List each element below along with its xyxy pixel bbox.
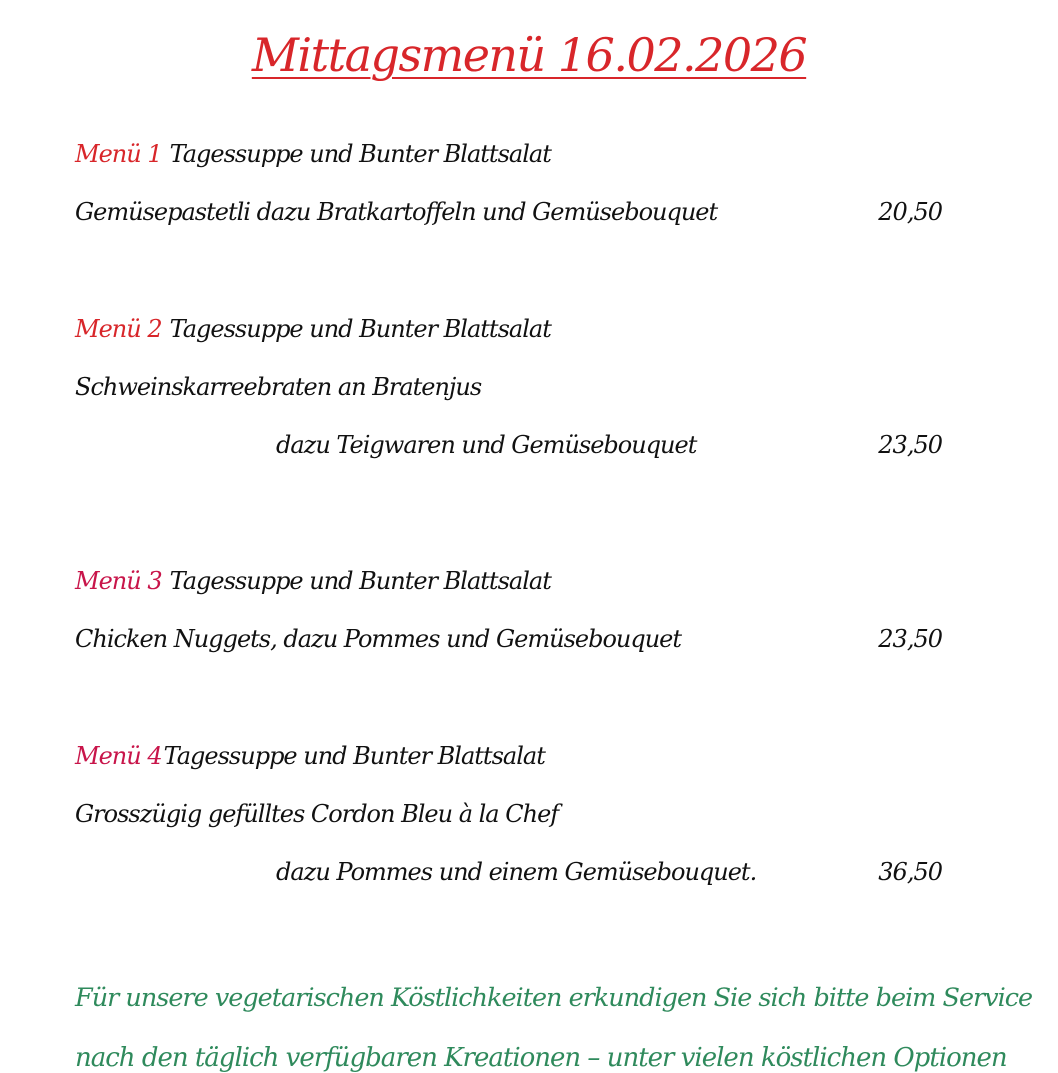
menu-4-main: Grosszügig gefülltes Cordon Bleu à la Chef xyxy=(75,800,559,828)
menu-2-main: Schweinskarreebraten an Bratenjus xyxy=(75,373,482,401)
menu-2-price: 23,50 xyxy=(878,431,942,459)
menu-3-main: Chicken Nuggets, dazu Pommes und Gemüsebouquet xyxy=(75,625,682,653)
menu-3-starter: Tagessuppe und Bunter Blattsalat xyxy=(169,567,551,595)
menu-2-starter: Tagessuppe und Bunter Blattsalat xyxy=(169,315,551,343)
vegetarian-note-line-2: nach den täglich verfügbaren Kreationen – unter vielen köstlichen Optionen xyxy=(75,1043,1007,1073)
menu-1-starter: Tagessuppe und Bunter Blattsalat xyxy=(169,140,551,168)
menu-2-starter-line xyxy=(75,315,551,343)
vegetarian-note-line-1: Für unsere vegetarischen Köstlichkeiten erkundigen Sie sich bitte beim Service xyxy=(75,983,1033,1013)
menu-1-label: Menü 1 xyxy=(75,140,162,168)
menu-4-starter-line xyxy=(75,742,545,770)
menu-1-main: Gemüsepastetli dazu Bratkartoffeln und Gemüsebouquet xyxy=(75,198,718,226)
menu-3-starter-line xyxy=(75,567,551,595)
menu-2-label: Menü 2 xyxy=(75,315,162,343)
menu-4-label: Menü 4 xyxy=(75,742,162,770)
menu-4-price: 36,50 xyxy=(878,858,942,886)
menu-4-starter: Tagessuppe und Bunter Blattsalat xyxy=(163,742,545,770)
menu-3-label: Menü 3 xyxy=(75,567,162,595)
menu-2-side: dazu Teigwaren und Gemüsebouquet xyxy=(276,431,697,459)
menu-3-price: 23,50 xyxy=(878,625,942,653)
menu-1-price: 20,50 xyxy=(878,198,942,226)
page-title: Mittagsmenü 16.02.2026 xyxy=(251,28,807,82)
menu-1-starter-line xyxy=(75,140,551,168)
menu-4-side: dazu Pommes und einem Gemüsebouquet. xyxy=(276,858,757,886)
